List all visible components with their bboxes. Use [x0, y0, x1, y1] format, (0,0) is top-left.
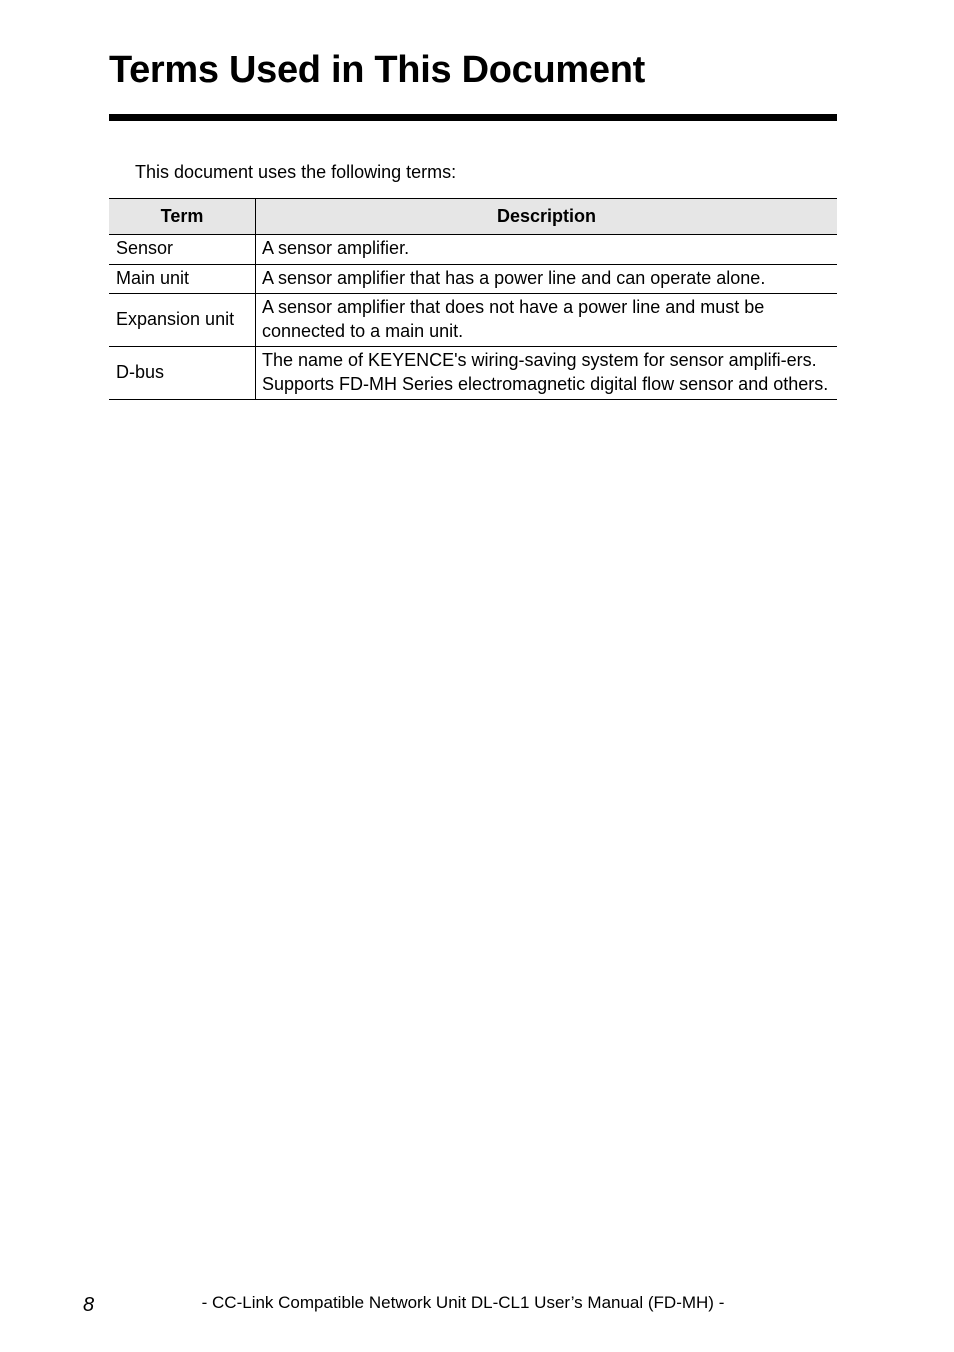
- description-line: A sensor amplifier that has a power line and can operate alone.: [262, 267, 766, 288]
- description-cell: [256, 347, 838, 400]
- page-title: Terms Used in This Document: [109, 49, 645, 91]
- table-row: [109, 235, 837, 265]
- header-description: Description: [256, 199, 838, 235]
- intro-text: This document uses the following terms:: [135, 162, 457, 182]
- table-row: [109, 294, 837, 347]
- header-term: Term: [109, 199, 256, 235]
- footer-manual-title: - CC-Link Compatible Network Unit DL-CL1 User’s Manual (FD-MH) -: [201, 1293, 725, 1312]
- term-cell: Expansion unit: [109, 294, 256, 347]
- term-cell: Main unit: [109, 264, 256, 294]
- table-header-row: [109, 199, 837, 235]
- description-cell: [256, 264, 838, 294]
- table-row: [109, 347, 837, 400]
- terms-table: [109, 198, 837, 400]
- term-cell: D-bus: [109, 347, 256, 400]
- description-line: A sensor amplifier.: [262, 238, 410, 258]
- description-line: The name of KEYENCE's wiring-saving system for sensor amplifi-ers.: [262, 350, 817, 370]
- title-rule: [109, 114, 837, 121]
- description-cell: [256, 294, 838, 347]
- description-line: A sensor amplifier that does not have a power line and must be connected to a main unit.: [262, 297, 765, 341]
- term-cell: Sensor: [109, 235, 256, 265]
- description-cell: [256, 235, 838, 265]
- description-line: Supports FD-MH Series electromagnetic digital flow sensor and others.: [262, 373, 829, 394]
- page-number: 8: [83, 1294, 95, 1316]
- table-row: [109, 264, 837, 294]
